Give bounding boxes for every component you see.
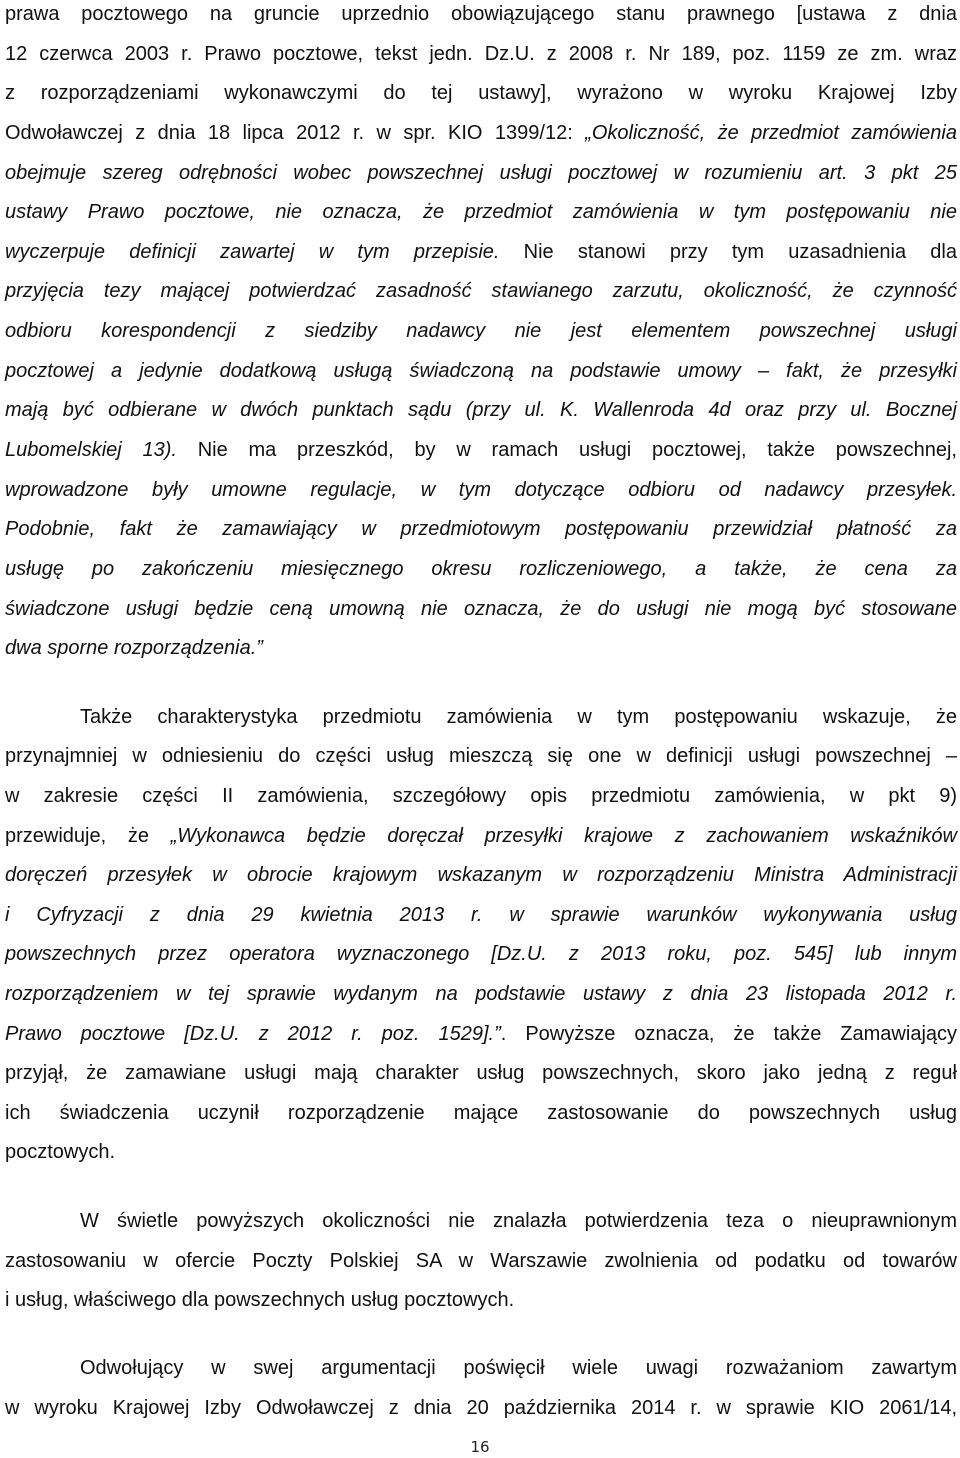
italic-quote-segment: „Okoliczność, że przedmiot zamówienia (585, 122, 957, 144)
text-line (5, 981, 957, 1007)
text-line (5, 41, 957, 67)
italic-quote-segment: usługę po zakończeniu miesięcznego okresu rozliczeniowego, a także, że cena za (5, 558, 957, 580)
italic-quote-segment: ustawy Prawo pocztowe, nie oznacza, że przedmiot zamówienia w tym postępowaniu nie (5, 201, 957, 223)
text-line (5, 1139, 957, 1165)
text-line (5, 477, 957, 503)
italic-quote-segment: świadczone usługi będzie ceną umowną nie oznacza, że do usługi nie mogą być stosowane (5, 598, 957, 620)
italic-quote-segment: pocztowej a jedynie dodatkową usługą świadczoną na podstawie umowy – fakt, że przesyłki (5, 360, 957, 382)
italic-quote-segment: „Wykonawca będzie doręczał przesyłki krajowe z zachowaniem wskaźników (170, 825, 957, 847)
text-line (5, 437, 957, 463)
text-segment: Nie ma przeszkód, by w ramach usługi pocztowej, także powszechnej, (197, 439, 957, 461)
text-line (5, 941, 957, 967)
italic-quote-segment: doręczeń przesyłek w obrocie krajowym wskazanym w rozporządzeniu Ministra Administracji (5, 864, 957, 886)
text-line (5, 397, 957, 423)
italic-quote-segment: i Cyfryzacji z dnia 29 kwietnia 2013 r. w sprawie warunków wykonywania usług (5, 904, 957, 926)
text-line (5, 1395, 957, 1421)
text-line (5, 556, 957, 582)
text-line (5, 120, 957, 146)
text-segment: 12 czerwca 2003 r. Prawo pocztowe, tekst jedn. Dz.U. z 2008 r. Nr 189, poz. 1159 ze zm. wraz (5, 43, 957, 65)
text-segment: pocztowych. (5, 1141, 116, 1163)
text-segment: W świetle powyższych okoliczności nie znalazła potwierdzenia teza o nieuprawnionym (80, 1210, 957, 1232)
text-line (5, 743, 957, 769)
text-line (5, 199, 957, 225)
italic-quote-segment: rozporządzeniem w tej sprawie wydanym na podstawie ustawy z dnia 23 listopada 2012 r. (5, 983, 957, 1005)
text-line (5, 902, 957, 928)
text-segment: prawa pocztowego na gruncie uprzednio obowiązującego stanu prawnego [ustawa z dnia (5, 3, 957, 25)
text-segment: zastosowaniu w ofercie Poczty Polskiej SA w Warszawie zwolnienia od podatku od towarów (5, 1250, 957, 1272)
text-segment: ich świadczenia uczynił rozporządzenie mające zastosowanie do powszechnych usług (5, 1102, 957, 1124)
text-segment: w wyroku Krajowej Izby Odwoławczej z dnia 20 października 2014 r. w sprawie KIO 2061/14, (5, 1397, 957, 1419)
text-line (5, 1287, 957, 1313)
page-number: 16 (470, 1438, 490, 1456)
text-line (5, 80, 957, 106)
italic-quote-segment: wyczerpuje definicji zawartej w tym przepisie. (5, 241, 524, 263)
text-segment: Odwoławczej z dnia 18 lipca 2012 r. w spr. KIO 1399/12: (5, 122, 586, 144)
text-segment: przynajmniej w odniesieniu do części usług mieszczą się one w definicji usługi powszechnej – (5, 745, 957, 767)
text-line (5, 596, 957, 622)
text-segment: przyjął, że zamawiane usługi mają charakter usług powszechnych, skoro jako jedną z reguł (5, 1062, 957, 1084)
text-line (5, 1060, 957, 1086)
text-segment: . Powyższe oznacza, że także Zamawiający (500, 1023, 958, 1045)
text-segment: przewiduje, że (5, 825, 171, 847)
text-line (5, 1100, 957, 1126)
text-line (5, 358, 957, 384)
text-line (5, 160, 957, 186)
text-segment: Także charakterystyka przedmiotu zamówienia w tym postępowaniu wskazuje, że (80, 706, 957, 728)
text-line (5, 635, 957, 661)
text-line (5, 783, 957, 809)
text-line (80, 1208, 957, 1234)
text-line (5, 318, 957, 344)
text-line (5, 1021, 957, 1047)
text-line (80, 704, 957, 730)
italic-quote-segment: przyjęcia tezy mającej potwierdzać zasadność stawianego zarzutu, okoliczność, że czynność (5, 280, 957, 302)
text-segment: Odwołujący w swej argumentacji poświęcił wiele uwagi rozważaniom zawartym (80, 1357, 957, 1379)
text-segment: i usług, właściwego dla powszechnych usług pocztowych. (5, 1289, 515, 1311)
italic-quote-segment: dwa sporne rozporządzenia.” (5, 637, 263, 659)
italic-quote-segment: odbioru korespondencji z siedziby nadawcy nie jest elementem powszechnej usługi (5, 320, 957, 342)
italic-quote-segment: powszechnych przez operatora wyznaczonego [Dz.U. z 2013 roku, poz. 545] lub innym (5, 943, 957, 965)
text-line (5, 516, 957, 542)
text-segment: w zakresie części II zamówienia, szczegółowy opis przedmiotu zamówienia, w pkt 9) (5, 785, 957, 807)
text-segment: z rozporządzeniami wykonawczymi do tej ustawy], wyrażono w wyroku Krajowej Izby (5, 82, 957, 104)
text-line (5, 1248, 957, 1274)
italic-quote-segment: Lubomelskiej 13). (5, 439, 198, 461)
italic-quote-segment: Podobnie, fakt że zamawiający w przedmiotowym postępowaniu przewidział płatność za (5, 518, 957, 540)
text-line (80, 1355, 957, 1381)
italic-quote-segment: Prawo pocztowe [Dz.U. z 2012 r. poz. 1529].” (5, 1023, 501, 1045)
text-line (5, 862, 957, 888)
italic-quote-segment: mają być odbierane w dwóch punktach sądu (przy ul. K. Wallenroda 4d oraz przy ul. Bocznej (5, 399, 957, 421)
text-line (5, 823, 957, 849)
italic-quote-segment: obejmuje szereg odrębności wobec powszechnej usługi pocztowej w rozumieniu art. 3 pkt 25 (5, 162, 957, 184)
text-segment: Nie stanowi przy tym uzasadnienia dla (523, 241, 957, 263)
text-line (5, 1, 957, 27)
italic-quote-segment: wprowadzone były umowne regulacje, w tym dotyczące odbioru od nadawcy przesyłek. (5, 479, 957, 501)
text-line (5, 278, 957, 304)
text-line (5, 239, 957, 265)
